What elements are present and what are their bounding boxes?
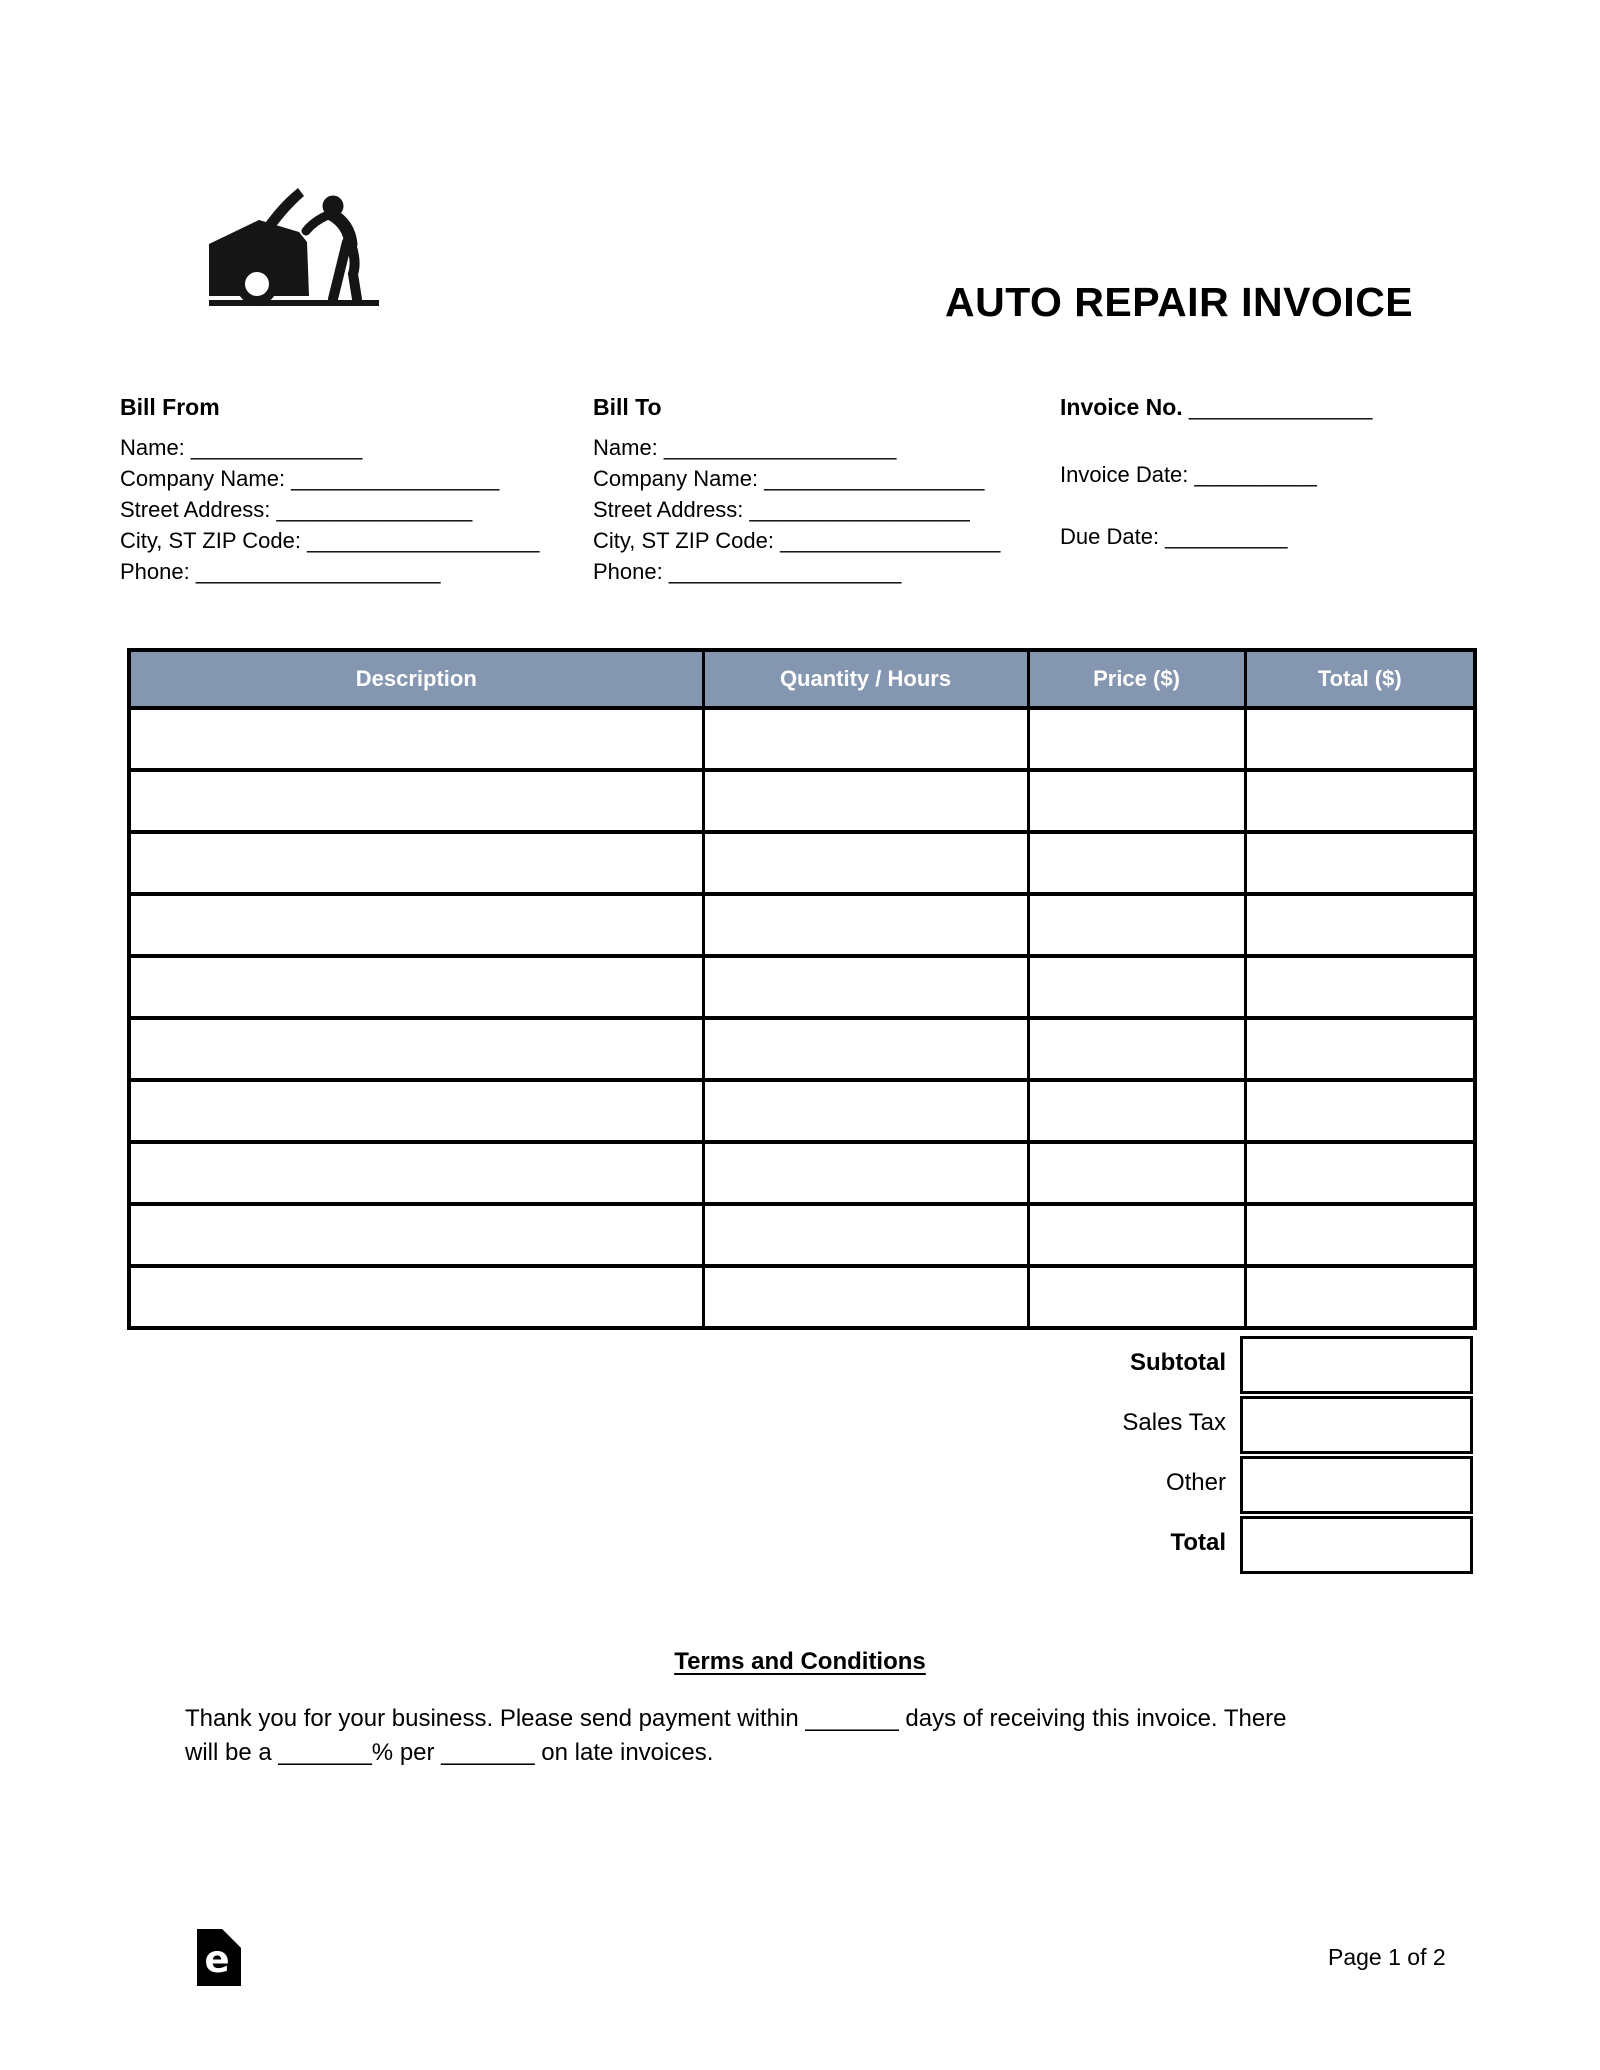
bill-from-street-line: Street Address: ________________ [120, 497, 473, 522]
item-cell-blank [129, 1142, 703, 1204]
other-value-box [1240, 1456, 1473, 1514]
invoice-number-label: Invoice No. [1060, 394, 1183, 420]
item-cell-blank [1245, 1204, 1475, 1266]
item-cell-blank [1245, 832, 1475, 894]
bill-to-city-line: City, ST ZIP Code: __________________ [593, 528, 1001, 553]
item-cell-blank [129, 770, 703, 832]
item-cell-blank [1245, 1018, 1475, 1080]
item-cell-blank [1028, 894, 1245, 956]
item-cell-blank [1028, 1204, 1245, 1266]
bill-to-company-line: Company Name: __________________ [593, 466, 985, 491]
terms-paragraph [185, 1702, 1287, 1770]
terms-heading: Terms and Conditions [674, 1648, 926, 1675]
subtotal-value-box [1240, 1336, 1473, 1394]
item-cell-blank [1245, 894, 1475, 956]
item-cell-blank [1028, 1080, 1245, 1142]
bill-to-name-line: Name: ___________________ [593, 435, 897, 460]
due-date-line: Due Date: __________ [1060, 524, 1288, 549]
item-cell-blank [1028, 1266, 1245, 1328]
column-header-quantity-hours: Quantity / Hours [703, 650, 1028, 708]
total-value-box [1240, 1516, 1473, 1574]
item-cell-blank [703, 1080, 1028, 1142]
item-cell-blank [703, 832, 1028, 894]
page-number: Page 1 of 2 [1328, 1944, 1446, 1970]
invoice-meta-section [1060, 393, 1372, 551]
sales-tax-value-box [1240, 1396, 1473, 1454]
item-cell-blank [1245, 770, 1475, 832]
column-header-description: Description [129, 650, 703, 708]
column-header-total: Total ($) [1245, 650, 1475, 708]
items-table-body [129, 708, 1475, 1328]
bill-from-phone-line: Phone: ____________________ [120, 559, 441, 584]
item-row [129, 708, 1475, 770]
bill-from-heading: Bill From [120, 394, 220, 420]
bill-from-section [120, 393, 540, 587]
eforms-logo-icon [197, 1929, 241, 1986]
item-cell-blank [1028, 1018, 1245, 1080]
line-items-table [127, 648, 1477, 1330]
sales-tax-label: Sales Tax [1122, 1409, 1226, 1436]
item-cell-blank [703, 1142, 1028, 1204]
item-cell-blank [1245, 708, 1475, 770]
item-row [129, 1266, 1475, 1328]
item-cell-blank [1245, 1142, 1475, 1204]
item-cell-blank [1028, 956, 1245, 1018]
invoice-number-line [1060, 393, 1372, 422]
item-cell-blank [129, 1266, 703, 1328]
item-cell-blank [703, 708, 1028, 770]
item-row [129, 1142, 1475, 1204]
item-cell-blank [1245, 1266, 1475, 1328]
item-cell-blank [129, 956, 703, 1018]
total-label: Total [1170, 1529, 1226, 1556]
bill-from-name-line: Name: ______________ [120, 435, 363, 460]
page-title: AUTO REPAIR INVOICE [945, 279, 1414, 325]
items-header-row [129, 650, 1475, 708]
item-cell-blank [703, 1266, 1028, 1328]
item-row [129, 1018, 1475, 1080]
item-cell-blank [129, 1080, 703, 1142]
item-cell-blank [129, 894, 703, 956]
item-cell-blank [703, 894, 1028, 956]
bill-to-street-line: Street Address: __________________ [593, 497, 970, 522]
item-cell-blank [1028, 832, 1245, 894]
item-row [129, 956, 1475, 1018]
invoice-date-line: Invoice Date: __________ [1060, 462, 1317, 487]
invoice-number-blank: _______________ [1188, 395, 1373, 420]
item-row [129, 770, 1475, 832]
item-row [129, 894, 1475, 956]
item-cell-blank [129, 708, 703, 770]
item-row [129, 832, 1475, 894]
item-cell-blank [1028, 708, 1245, 770]
item-cell-blank [703, 956, 1028, 1018]
bill-from-city-line: City, ST ZIP Code: ___________________ [120, 528, 540, 553]
item-cell-blank [703, 770, 1028, 832]
item-cell-blank [129, 832, 703, 894]
auto-repair-mechanic-icon [195, 170, 395, 312]
bill-to-section [593, 393, 1000, 587]
terms-line-2: will be a _______% per _______ on late invoices. [185, 1739, 714, 1766]
bill-to-phone-line: Phone: ___________________ [593, 559, 902, 584]
subtotal-label: Subtotal [1130, 1349, 1226, 1376]
eforms-logo-letter: e [204, 1938, 230, 1981]
terms-line-1: Thank you for your business. Please send payment within _______ days of receiving this invoice. There [185, 1705, 1287, 1732]
bill-from-company-line: Company Name: _________________ [120, 466, 500, 491]
item-cell-blank [703, 1018, 1028, 1080]
column-header-price: Price ($) [1028, 650, 1245, 708]
item-cell-blank [1028, 770, 1245, 832]
bill-to-heading: Bill To [593, 394, 662, 420]
item-cell-blank [129, 1018, 703, 1080]
item-cell-blank [703, 1204, 1028, 1266]
item-cell-blank [1245, 956, 1475, 1018]
item-row [129, 1080, 1475, 1142]
item-cell-blank [1028, 1142, 1245, 1204]
item-cell-blank [129, 1204, 703, 1266]
other-label: Other [1165, 1469, 1226, 1496]
terms-section [0, 1648, 1600, 1676]
item-row [129, 1204, 1475, 1266]
item-cell-blank [1245, 1080, 1475, 1142]
